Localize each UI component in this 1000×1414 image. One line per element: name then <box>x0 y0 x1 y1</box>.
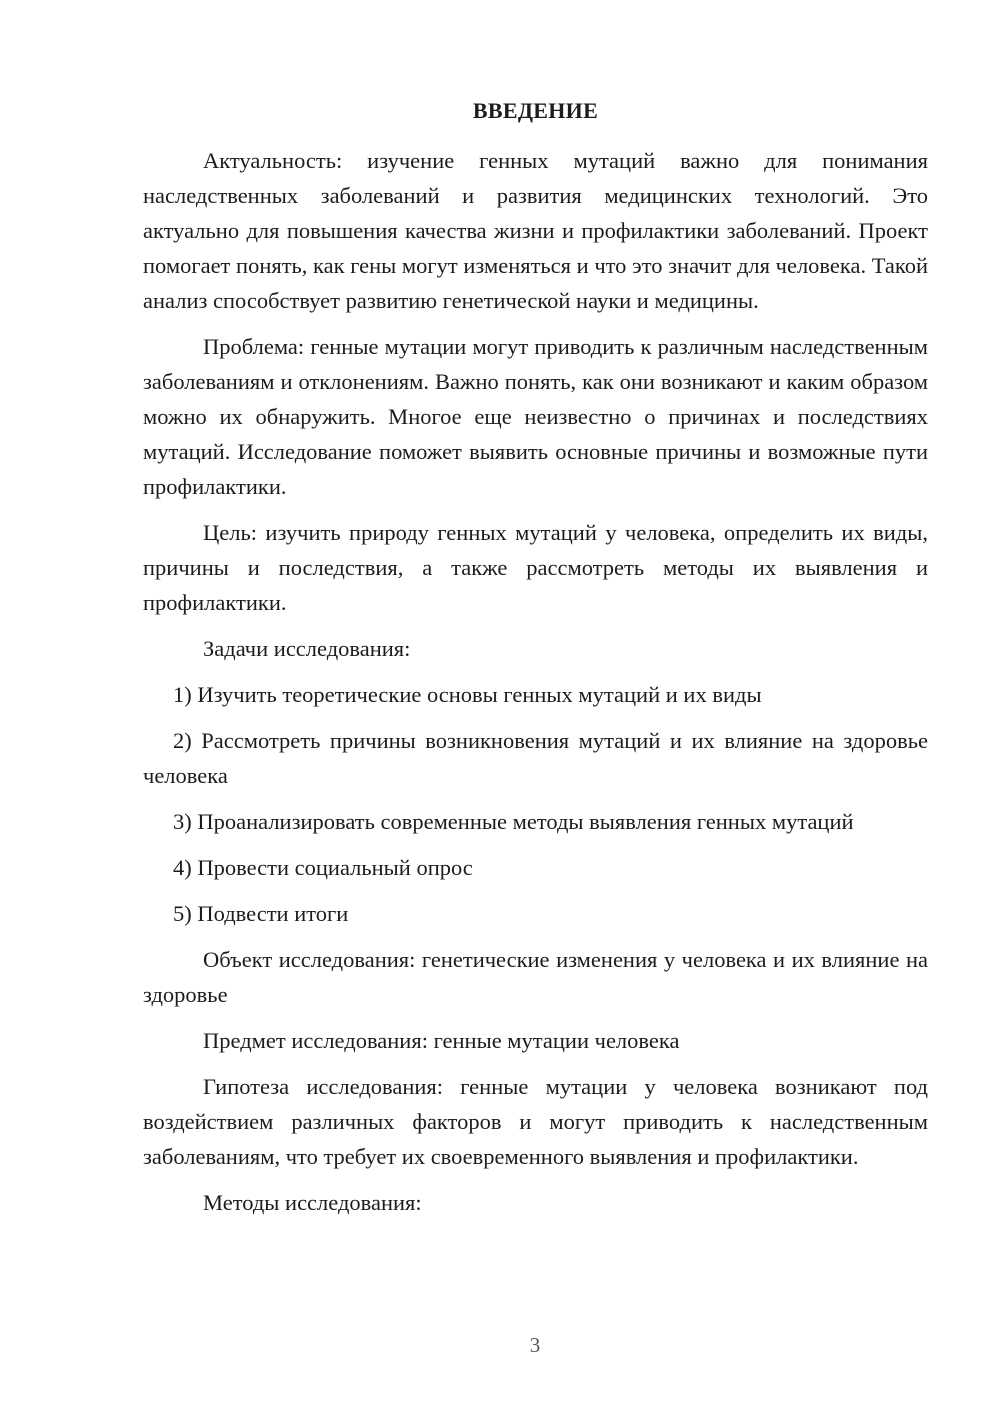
paragraph-hypothesis: Гипотеза исследования: генные мутации у человека возникают под воздействием различных факторов и могут приводить к наследственным заболеваниям, что требует их своевременного выявления и профилактики. <box>143 1074 928 1169</box>
paragraph-problem: Проблема: генные мутации могут приводить к различным наследственным заболеваниям и отклонениям. Важно понять, как они возникают и каким образом можно их обнаружить. Многое еще неизвестно о причинах и последствиях мутаций. Исследование поможет выявить основные причины и возможные пути профилактики. <box>143 334 928 499</box>
paragraph-methods-title: Методы исследования: <box>203 1190 422 1215</box>
paragraph-relevance: Актуальность: изучение генных мутаций важно для понимания наследственных заболеваний и развития медицинских технологий. Это актуально для повышения качества жизни и профилактики заболеваний. Проект помогает понять, как гены могут изменяться и что это значит для человека. Такой анализ способствует развитию генетической науки и медицины. <box>143 148 928 313</box>
paragraph-object: Объект исследования: генетические изменения у человека и их влияние на здоровье <box>143 947 928 1007</box>
paragraph-subject: Предмет исследования: генные мутации человека <box>203 1028 680 1053</box>
task-item-4: 4) Провести социальный опрос <box>173 855 473 880</box>
task-item-3: 3) Проанализировать современные методы выявления генных мутаций <box>173 809 854 834</box>
task-item-5: 5) Подвести итоги <box>173 901 349 926</box>
page-number: 3 <box>529 1333 541 1357</box>
paragraph-tasks-title: Задачи исследования: <box>203 636 411 661</box>
page-title: ВВЕДЕНИЕ <box>472 98 599 123</box>
document-body <box>143 143 928 1220</box>
paragraph-goal: Цель: изучить природу генных мутаций у человека, определить их виды, причины и последствия, а также рассмотреть методы их выявления и профилактики. <box>143 520 928 615</box>
task-item-2: 2) Рассмотреть причины возникновения мутаций и их влияние на здоровье человека <box>143 728 928 788</box>
task-item-1: 1) Изучить теоретические основы генных мутаций и их виды <box>173 682 762 707</box>
